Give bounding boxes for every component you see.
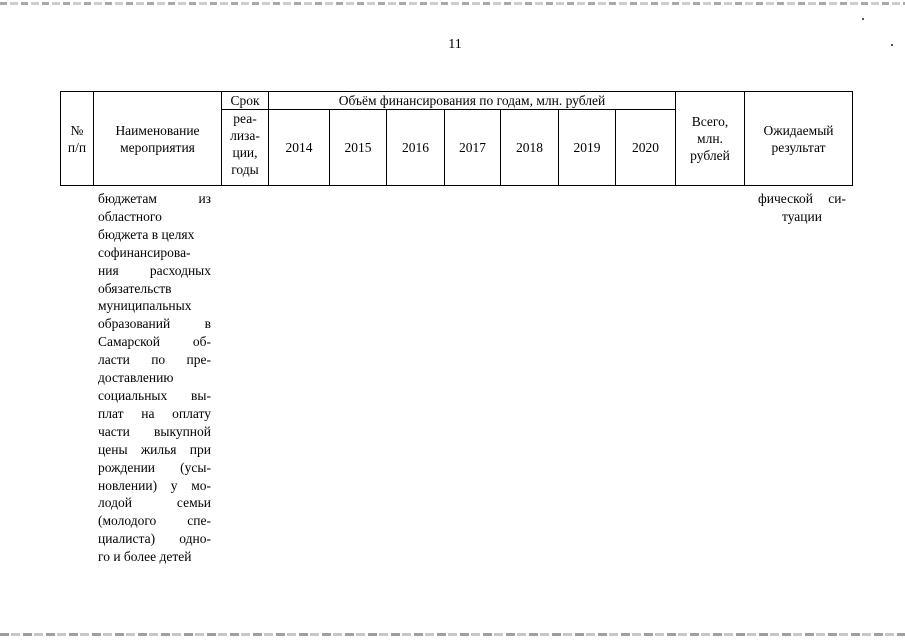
text-line: социальных вы- [98,387,211,403]
text-line: цены жилья при [98,441,211,457]
col-header-name: Наименование мероприятия [94,92,222,186]
col-header-year-2020: 2020 [616,110,676,186]
col-header-number: № п/п [61,92,94,186]
col-header-year-2019: 2019 [559,110,616,186]
text-line: бюджетам из [98,191,211,206]
text-line: софинансирова- [98,244,191,260]
text-line: фической си- [758,191,846,206]
col-header-year-2018: 2018 [501,110,559,186]
col-header-total: Всего, млн. рублей [676,92,745,186]
col-header-term-top: Срок [222,92,269,110]
text-line: муниципальных [98,298,192,314]
page-number: 11 [448,37,462,52]
text-line: туации [782,208,822,224]
text-line: рождении (усы- [98,459,211,475]
col-header-year-2014: 2014 [269,110,330,186]
col-header-funding: Объём финансирования по годам, млн. рублей [269,92,676,110]
text-line: бюджета в целях [98,226,195,242]
text-line: образований в [98,316,211,332]
col-header-year-2017: 2017 [445,110,501,186]
text-line: областного [98,208,162,224]
scan-edge-bottom [0,633,905,636]
row-name-text [98,190,211,566]
text-line: ласти по пре- [98,352,211,368]
col-header-year-2016: 2016 [387,110,445,186]
scan-edge-top [0,2,905,5]
text-line: обязательств [98,280,172,296]
scan-speck [862,18,864,20]
text-line: лодой семьи [98,495,211,511]
scan-speck [891,44,893,46]
text-line: новлении) у мо- [98,477,211,493]
text-line: части выкупной [98,423,211,439]
col-header-year-2015: 2015 [330,110,387,186]
text-line: плат на оплату [98,405,211,421]
col-header-term: реа- лиза- ции, годы [222,110,269,186]
col-header-result: Ожидаемый результат [745,92,853,186]
text-line: циалиста) одно- [98,531,211,547]
text-line: (молодого спе- [98,513,211,529]
text-line: доставлению [98,370,174,386]
row-result-text [758,190,846,226]
text-line: го и более детей [98,549,192,565]
text-line: Самарской об- [98,334,211,350]
funding-table [60,91,853,186]
text-line: ния расходных [98,262,211,278]
